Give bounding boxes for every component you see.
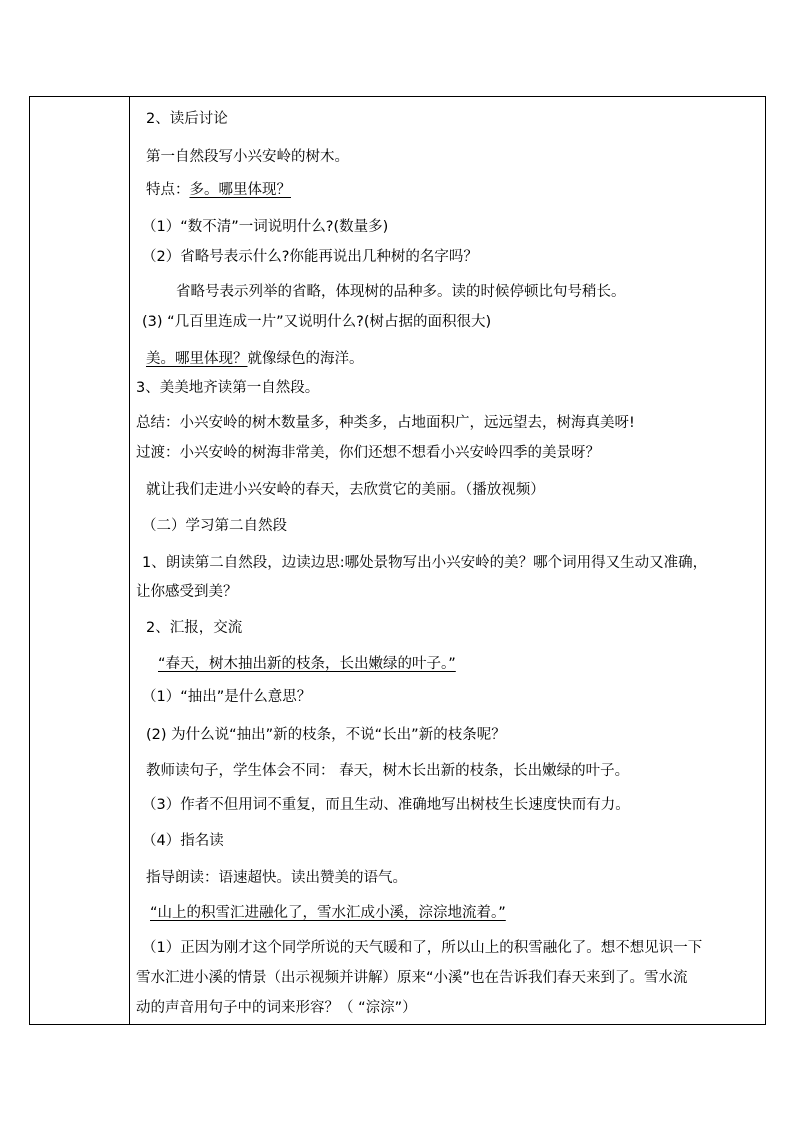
text-line: （二）学习第二自然段 [142, 518, 287, 534]
underlined-text: 多。哪里体现？ [189, 182, 291, 198]
text-span: 就像绿色的海洋。 [247, 351, 364, 367]
text-line: (2) 为什么说“抽出”新的枝条，不说“长出”新的枝条呢？ [146, 727, 506, 743]
text-line: 就让我们走进小兴安岭的春天，去欣赏它的美丽。（播放视频） [146, 482, 545, 498]
content-cell [130, 97, 765, 1024]
text-line: 2、读后讨论 [146, 111, 228, 127]
lesson-table [29, 96, 766, 1025]
text-line: （1）“数不清”一词说明什么?(数量多) [142, 219, 389, 235]
text-line: 指导朗读：语速超快。读出赞美的语气。 [146, 870, 407, 886]
text-line: 动的声音用句子中的词来形容？（ “淙淙”） [136, 1000, 417, 1016]
text-line: （1）正因为刚才这个同学所说的天气暖和了，所以山上的积雪融化了。想不想见识一下 [142, 940, 703, 956]
text-line: （4）指名读 [142, 833, 224, 849]
text-line: （1）“抽出”是什么意思？ [142, 689, 312, 705]
text-line: 让你感受到美？ [136, 584, 238, 600]
text-line: 1、朗读第二自然段，边读边思:哪处景物写出小兴安岭的美？哪个词用得又生动又准确， [142, 555, 708, 571]
text-line [158, 654, 456, 674]
text-line: 过渡：小兴安岭的树海非常美，你们还想不想看小兴安岭四季的美景呀？ [136, 445, 600, 461]
text-line: 3、美美地齐读第一自然段。 [136, 380, 320, 396]
underlined-text: “春天，树木抽出新的枝条，长出嫩绿的叶子。” [158, 656, 456, 672]
text-span: 特点： [146, 182, 190, 198]
text-line: 2、汇报，交流 [146, 620, 243, 636]
text-line: 教师读句子，学生体会不同： 春天，树木长出新的枝条，长出嫩绿的叶子。 [146, 763, 630, 779]
text-line: 总结：小兴安岭的树木数量多，种类多，占地面积广，远远望去，树海真美呀! [136, 415, 635, 431]
text-line [146, 180, 291, 200]
underlined-text: “山上的积雪汇进融化了，雪水汇成小溪，淙淙地流着。” [150, 905, 506, 921]
text-line: 雪水汇进小溪的情景（出示视频并讲解）原来“小溪”也在告诉我们春天来到了。雪水流 [136, 970, 688, 986]
text-line: （3）作者不但用词不重复，而且生动、准确地写出树枝生长速度快而有力。 [142, 797, 630, 813]
text-line: 第一自然段写小兴安岭的树木。 [146, 149, 349, 165]
text-line: (3) “几百里连成一片”又说明什么?(树占据的面积很大) [142, 314, 492, 330]
text-line [150, 903, 506, 923]
text-line: （2）省略号表示什么?你能再说出几种树的名字吗？ [142, 249, 478, 265]
underlined-text: 美。哪里体现？ [146, 351, 248, 367]
text-line: 省略号表示列举的省略，体现树的品种多。读的时候停顿比句号稍长。 [176, 284, 626, 300]
left-column-cell [30, 97, 130, 1024]
text-line [146, 349, 364, 369]
